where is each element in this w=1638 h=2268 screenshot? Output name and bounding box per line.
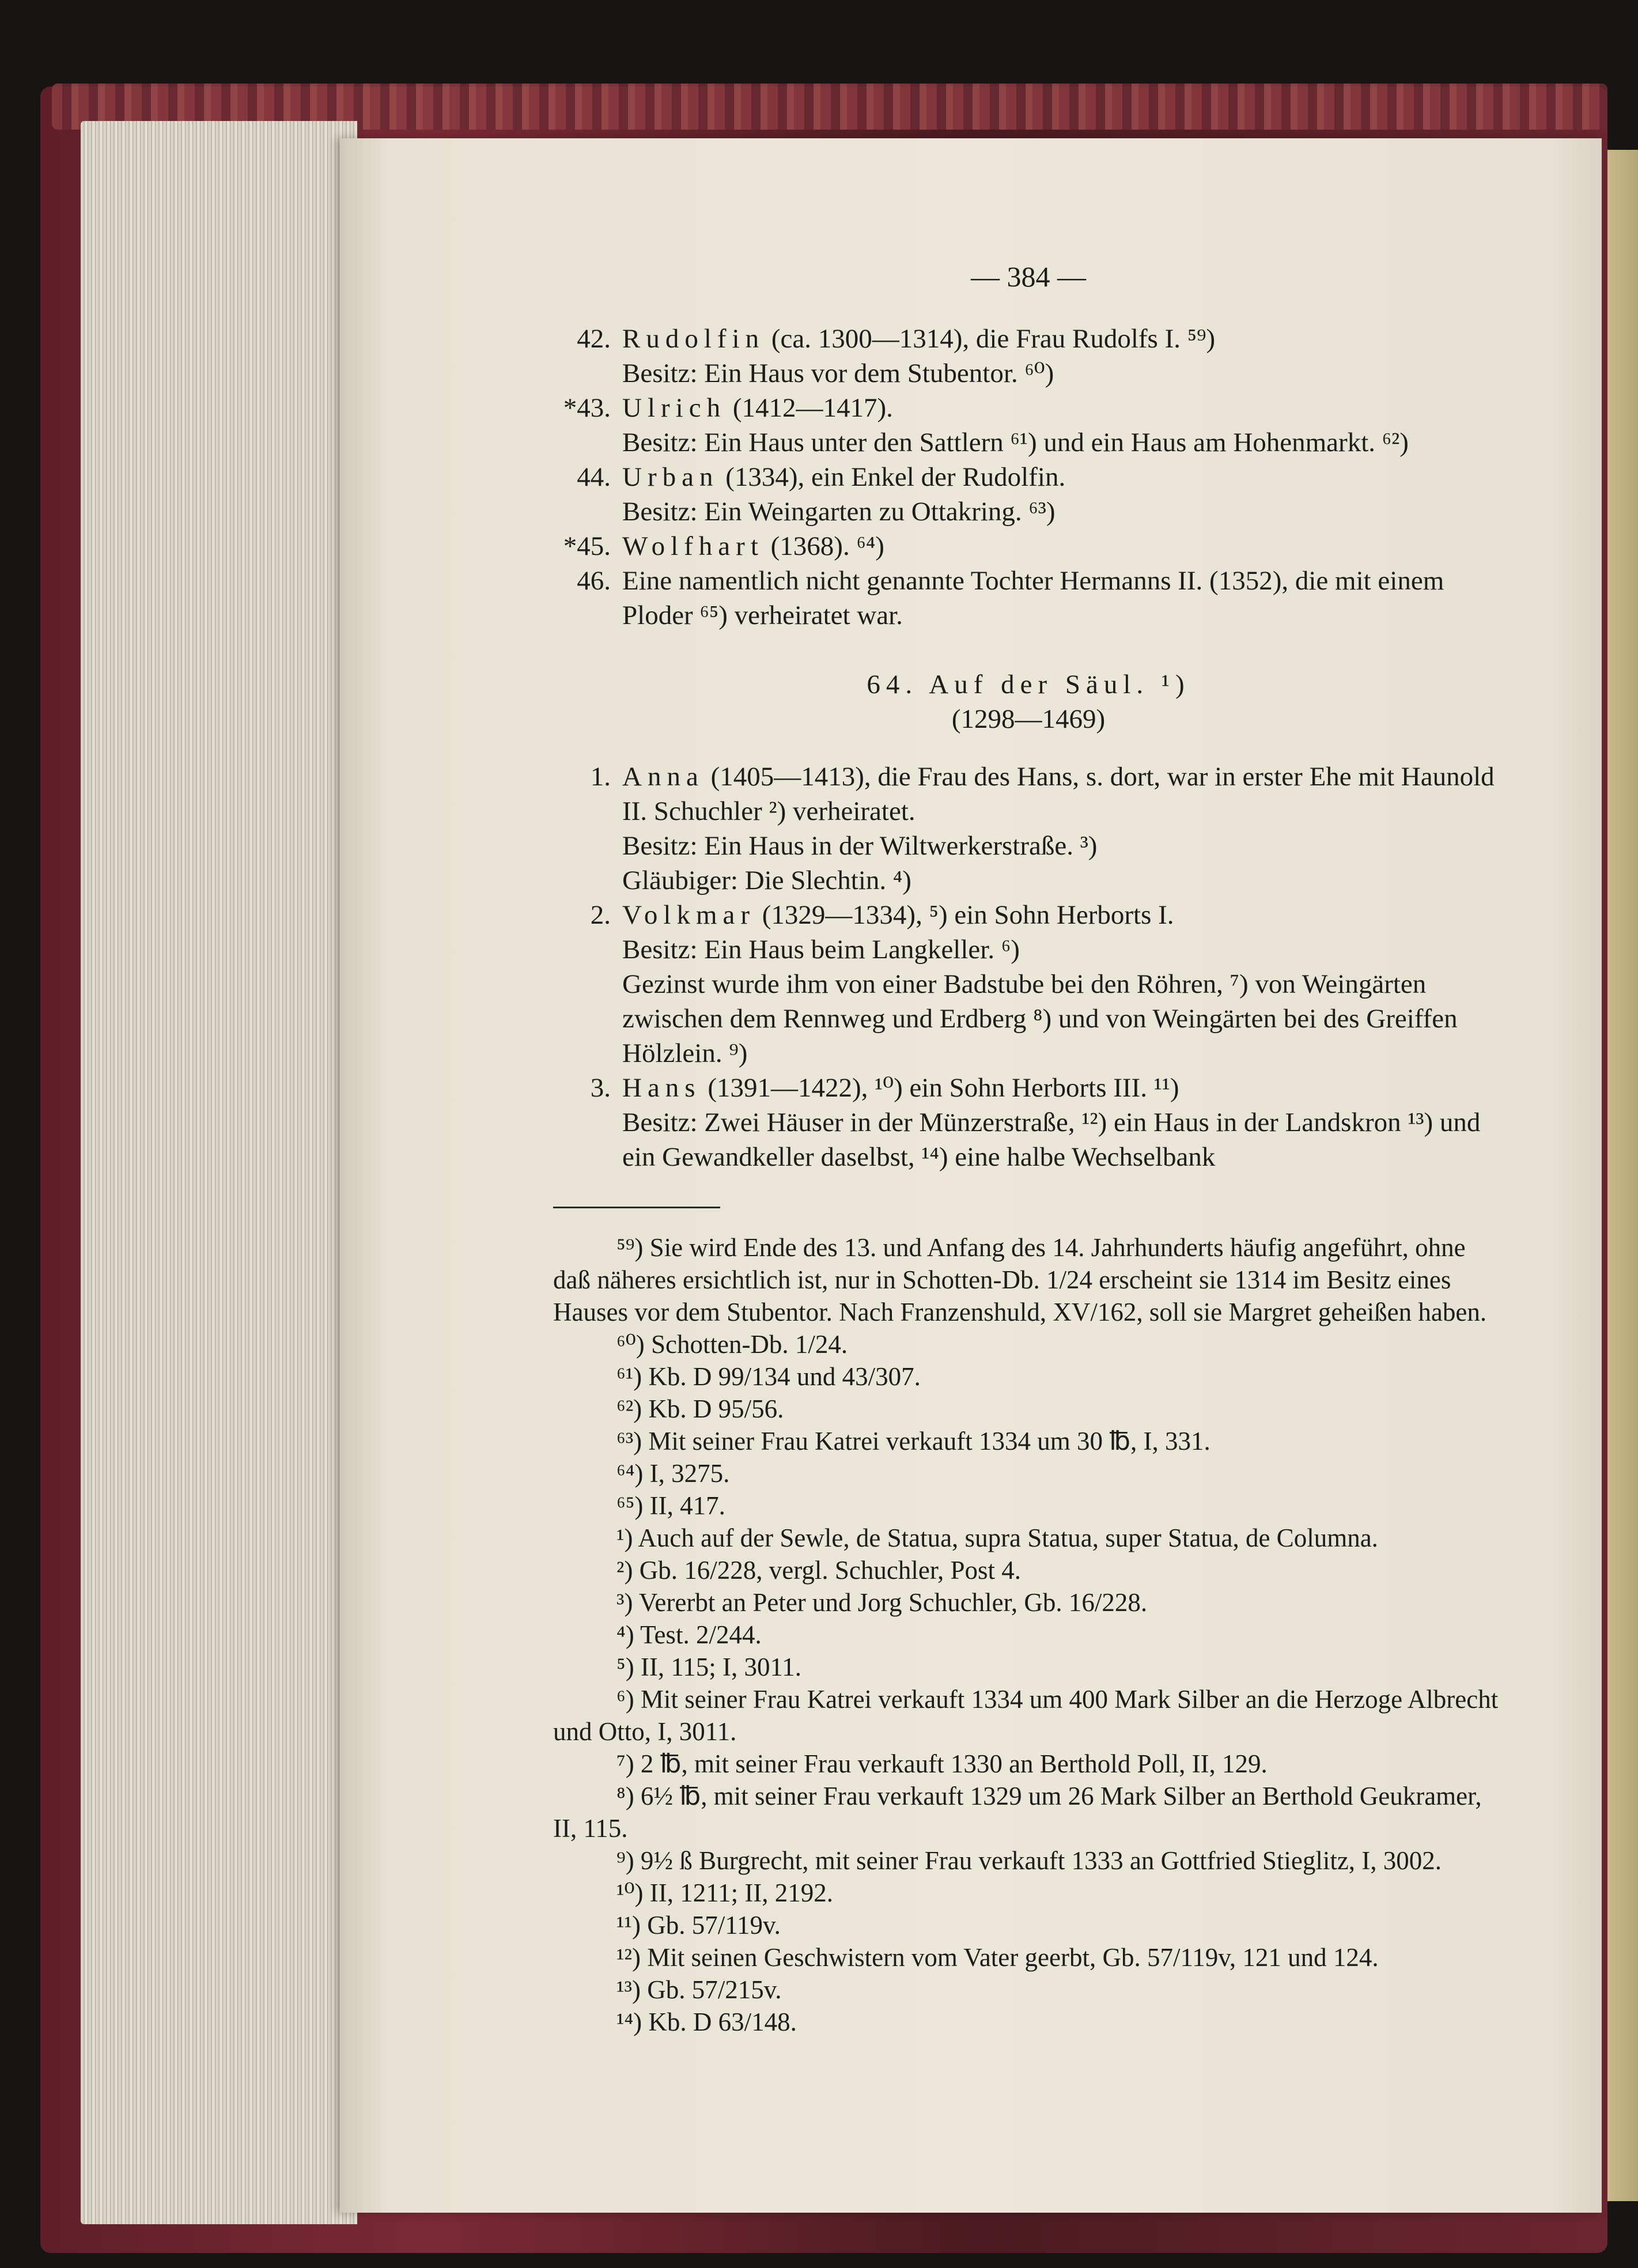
- entry-number: 42.: [577, 324, 611, 354]
- footnote: ¹) Auch auf der Sewle, de Statua, supra Statua, super Statua, de Columna.: [616, 1524, 1378, 1552]
- entry: [553, 564, 1504, 633]
- entry-text: (1334), ein Enkel der Rudolfin.: [718, 462, 1066, 492]
- entry: [553, 1071, 1504, 1174]
- entry: [553, 322, 1504, 391]
- page-content: [553, 259, 1504, 2038]
- entry-number: 2.: [590, 900, 611, 930]
- entries-section: [553, 759, 1504, 1174]
- entry-name: Anna: [622, 762, 704, 792]
- entry-number: 3.: [590, 1073, 611, 1103]
- entry-heading: [622, 759, 1504, 829]
- entry-number: *45.: [563, 531, 611, 561]
- entry-name: Hans: [622, 1073, 701, 1103]
- footnote: ²) Gb. 16/228, vergl. Schuchler, Post 4.: [616, 1556, 1022, 1585]
- footnote: ⁶⁴) I, 3275.: [616, 1459, 730, 1488]
- page-number: — 384 —: [971, 260, 1086, 293]
- footnote: ¹⁰) II, 1211; II, 2192.: [616, 1878, 834, 1907]
- entry-heading: [622, 322, 1504, 356]
- footnote: ⁶⁵) II, 417.: [616, 1491, 725, 1520]
- footnote: ⁶²) Kb. D 95/56.: [616, 1394, 784, 1423]
- footnote: ⁵) II, 115; I, 3011.: [616, 1653, 802, 1681]
- entry: [553, 898, 1504, 1071]
- section-range: (1298—1469): [951, 704, 1106, 734]
- entry-detail: Gezinst wurde ihm von einer Badstube bei den Röhren, ⁷) von Weingärten zwischen dem Rennweg und Erdberg ⁸) und von Weingärten bei des Greiffen Hölzlein. ⁹): [622, 969, 1458, 1068]
- entry-name: Rudolfin: [622, 324, 765, 354]
- page-edges: [81, 121, 357, 2224]
- next-page-edge: [1607, 150, 1638, 2201]
- section-title: 64. Auf der Säul. ¹): [867, 670, 1190, 700]
- entries-top: [553, 322, 1504, 633]
- entry-heading: [622, 460, 1504, 494]
- entry-detail: Gläubiger: Die Slechtin. ⁴): [622, 865, 911, 895]
- entry-detail: Besitz: Ein Haus beim Langkeller. ⁶): [622, 935, 1020, 965]
- footnote: ⁶) Mit seiner Frau Katrei verkauft 1334 um 400 Mark Silber an die Herzoge Albrecht und Otto, I, 3011.: [553, 1685, 1499, 1746]
- entry-detail: Besitz: Ein Haus unter den Sattlern ⁶¹) und ein Haus am Hohenmarkt. ⁶²): [622, 428, 1409, 458]
- entry-number: 46.: [577, 566, 611, 596]
- entry-text: (1405—1413), die Frau des Hans, s. dort, war in erster Ehe mit Haunold II. Schuchler ²) verheiratet.: [622, 762, 1495, 826]
- entry: [553, 460, 1504, 529]
- entry-heading: [622, 391, 1504, 425]
- entry-text: (1329—1334), ⁵) ein Sohn Herborts I.: [755, 900, 1174, 930]
- entry-name: Urban: [622, 462, 719, 492]
- footnote: ⁷) 2 ℔, mit seiner Frau verkauft 1330 an Berthold Poll, II, 129.: [616, 1749, 1268, 1778]
- entry: [553, 529, 1504, 564]
- footnote: ³) Vererbt an Peter und Jorg Schuchler, Gb. 16/228.: [616, 1588, 1148, 1617]
- entry-detail: Besitz: Ein Haus in der Wiltwerkerstraße. ³): [622, 831, 1098, 861]
- entry-name: Volkmar: [622, 900, 756, 930]
- footnote: ⁶⁰) Schotten-Db. 1/24.: [616, 1330, 848, 1359]
- footnote: ⁵⁹) Sie wird Ende des 13. und Anfang des 14. Jahrhunderts häufig angeführt, ohne daß näheres ersichtlich ist, nur in Schotten-Db. 1/24 erscheint sie 1314 im Besitz eines Hauses vor dem Stubentor. Nach Franzenshuld, XV/162, soll sie Margret geheißen haben.: [553, 1233, 1487, 1326]
- entry-number: 44.: [577, 462, 611, 492]
- entry-heading: [622, 564, 1504, 633]
- entry-text: (ca. 1300—1314), die Frau Rudolfs I. ⁵⁹): [765, 324, 1216, 354]
- entry-detail: Besitz: Zwei Häuser in der Münzerstraße, ¹²) ein Haus in der Landskron ¹³) und ein Gewandkeller daselbst, ¹⁴) eine halbe Wechselbank: [622, 1107, 1481, 1172]
- entry-text: Eine namentlich nicht genannte Tochter Hermanns II. (1352), die mit einem Ploder ⁶⁵) verheiratet war.: [622, 566, 1444, 630]
- entry-text: (1412—1417).: [726, 393, 893, 423]
- entry-heading: [622, 898, 1504, 932]
- footnote: ¹³) Gb. 57/215v.: [616, 1975, 782, 2004]
- entry-text: (1368). ⁶⁴): [763, 531, 884, 561]
- footnote: ¹²) Mit seinen Geschwistern vom Vater geerbt, Gb. 57/119v, 121 und 124.: [616, 1943, 1379, 1972]
- footnote: ¹⁴) Kb. D 63/148.: [616, 2008, 797, 2036]
- footnote: ⁹) 9½ ß Burgrecht, mit seiner Frau verkauft 1333 an Gottfried Stieglitz, I, 3002.: [616, 1846, 1442, 1875]
- entry: [553, 759, 1504, 898]
- footnote: ⁸) 6½ ℔, mit seiner Frau verkauft 1329 um 26 Mark Silber an Berthold Geukramer, II, 115.: [553, 1782, 1482, 1843]
- entry-detail: Besitz: Ein Weingarten zu Ottakring. ⁶³): [622, 497, 1056, 527]
- entry-number: *43.: [563, 393, 611, 423]
- entry-text: (1391—1422), ¹⁰) ein Sohn Herborts III. ¹¹): [701, 1073, 1179, 1103]
- entry-name: Wolfhart: [622, 531, 764, 561]
- footnote-rule: [553, 1207, 720, 1208]
- entry-number: 1.: [590, 762, 611, 792]
- footnote: ⁶³) Mit seiner Frau Katrei verkauft 1334 um 30 ℔, I, 331.: [616, 1427, 1210, 1456]
- entry-heading: [622, 529, 1504, 564]
- footnote: ¹¹) Gb. 57/119v.: [616, 1911, 781, 1940]
- entry-name: Ulrich: [622, 393, 727, 423]
- footnote: ⁴) Test. 2/244.: [616, 1620, 762, 1649]
- entry-detail: Besitz: Ein Haus vor dem Stubentor. ⁶⁰): [622, 358, 1054, 388]
- entry-heading: [622, 1071, 1504, 1105]
- footnote: ⁶¹) Kb. D 99/134 und 43/307.: [616, 1362, 921, 1391]
- entry: [553, 391, 1504, 460]
- footnotes: [553, 1231, 1504, 2038]
